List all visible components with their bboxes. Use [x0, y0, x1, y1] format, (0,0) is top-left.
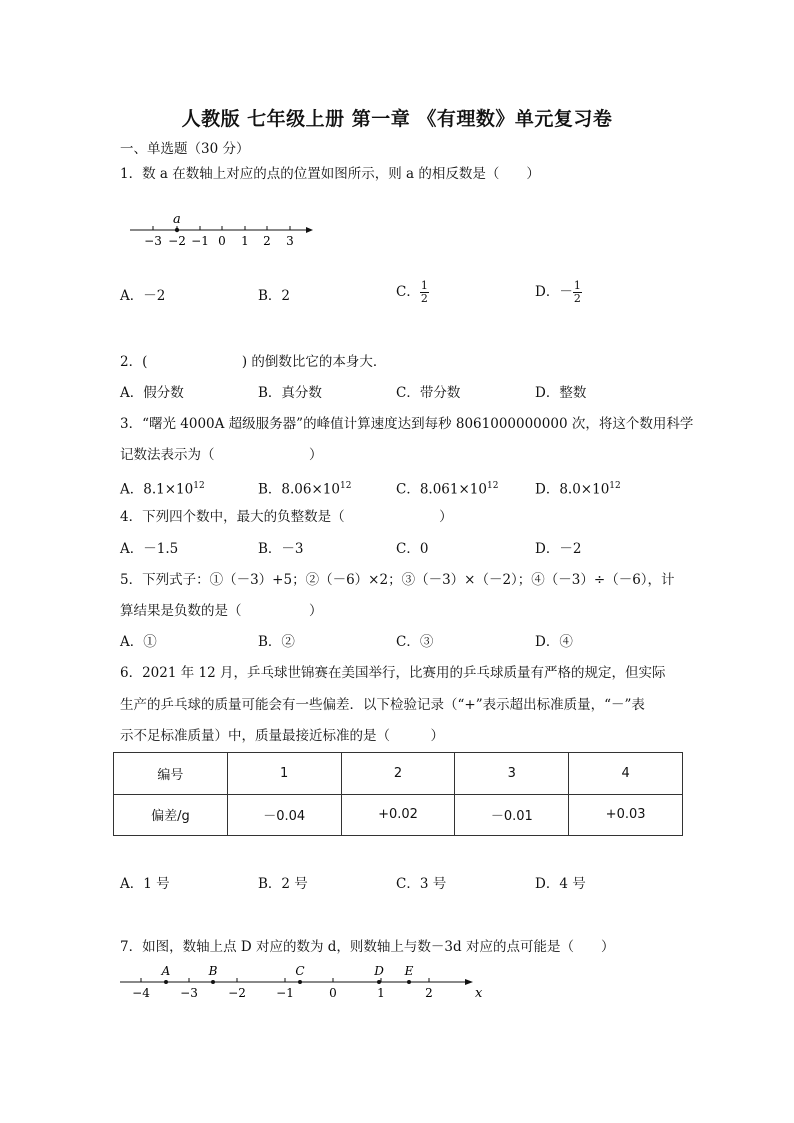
q3-option-a-label: A．8.1×10 [120, 481, 194, 498]
q1-axis-arrow-icon [306, 227, 313, 233]
table-cell: 1 [227, 753, 341, 795]
q1-option-a[interactable]: A．－2 [120, 288, 166, 304]
table-cell: 3 [455, 753, 569, 795]
q4-option-b[interactable]: B．－3 [258, 541, 304, 557]
q5-option-b[interactable]: B．② [258, 634, 295, 650]
q7-axis-label: x [475, 986, 483, 1001]
q1-point-label: a [173, 212, 181, 227]
question-6-text-line1: 6．2021 年 12 月，乒乓球世锦赛在美国举行，比赛用的乒乓球质量有严格的规定，但实际 [120, 665, 666, 681]
q7-tick-label: 0 [329, 986, 337, 1000]
q1-option-c[interactable] [396, 280, 429, 305]
fraction-denominator: 2 [420, 292, 428, 305]
question-3-text-line2: 记数法表示为（ ） [120, 447, 323, 463]
q3-option-d-label: D．8.0×10 [535, 481, 610, 498]
q7-point-label: D [374, 964, 384, 978]
table-row [114, 794, 683, 836]
q2-option-c[interactable]: C．带分数 [396, 385, 461, 401]
q1-tick-label: −2 [168, 234, 186, 248]
section-heading: 一、单选题（30 分） [120, 141, 250, 157]
exponent: 12 [339, 481, 352, 491]
fraction-numerator: 1 [420, 279, 428, 292]
table-header-cell: 编号 [114, 753, 228, 795]
question-6-text-line2: 生产的乒乓球的质量可能会有一些偏差．以下检验记录（“+”表示超出标准质量，“－”表 [120, 697, 645, 713]
q7-point-a [164, 980, 168, 984]
q1-option-d-fraction [573, 280, 582, 305]
q4-option-c[interactable]: C．0 [396, 541, 429, 557]
q7-tick-label: −1 [276, 986, 294, 1000]
q7-axis-arrow-icon [465, 979, 473, 985]
table-cell: +0.02 [341, 794, 455, 836]
q1-option-d[interactable] [535, 280, 582, 305]
q6-option-c[interactable]: C．3 号 [396, 876, 447, 892]
q4-option-d[interactable]: D．－2 [535, 541, 582, 557]
q1-point-a [175, 228, 179, 232]
deviation-table [113, 752, 683, 836]
table-header-cell: 偏差/g [114, 794, 228, 836]
q7-point-label: A [161, 964, 171, 978]
q3-option-b-label: B．8.06×10 [258, 481, 340, 498]
q6-option-b[interactable]: B．2 号 [258, 876, 308, 892]
q7-tick-label: 1 [377, 986, 385, 1000]
q1-tick-label: 1 [241, 234, 249, 248]
q7-tick-label: −4 [132, 986, 150, 1000]
q1-tick-label: 3 [286, 234, 294, 248]
question-7-text: 7．如图，数轴上点 D 对应的数为 d，则数轴上与数－3d 对应的点可能是（ ） [120, 939, 615, 955]
q7-point-label: B [208, 964, 218, 978]
page-title: 人教版 七年级上册 第一章 《有理数》单元复习卷 [181, 108, 613, 130]
table-cell: 2 [341, 753, 455, 795]
q1-option-c-label: C． [396, 284, 420, 300]
q5-option-a[interactable]: A．① [120, 634, 157, 650]
q1-number-line [120, 205, 320, 250]
q2-option-a[interactable]: A．假分数 [120, 385, 184, 401]
table-cell: 4 [569, 753, 683, 795]
q7-point-d [377, 980, 381, 984]
exponent: 12 [193, 481, 205, 491]
q4-option-a[interactable]: A．－1.5 [120, 541, 179, 557]
q1-tick-label: −3 [144, 234, 162, 248]
q1-option-c-fraction [420, 280, 429, 305]
fraction-denominator: 2 [573, 292, 581, 305]
q5-option-c[interactable]: C．③ [396, 634, 434, 650]
q3-option-b[interactable] [258, 476, 351, 500]
q1-option-d-label: D．－ [535, 284, 573, 300]
q2-option-d[interactable]: D．整数 [535, 385, 587, 401]
q7-point-c [298, 980, 302, 984]
q3-option-a[interactable] [120, 476, 205, 500]
q6-option-a[interactable]: A．1 号 [120, 876, 170, 892]
question-1-text: 1．数 a 在数轴上对应的点的位置如图所示，则 a 的相反数是（ ） [120, 166, 540, 182]
question-3-text-line1: 3．“曙光 4000A 超级服务器”的峰值计算速度达到每秒 8061000000000 次，将这个数用科学 [120, 416, 694, 432]
q7-tick-label: −2 [228, 986, 246, 1000]
q7-point-b [211, 980, 215, 984]
exponent: 12 [486, 481, 499, 491]
q3-option-c-label: C．8.061×10 [396, 481, 487, 498]
question-2-text: 2．( ) 的倒数比它的本身大． [120, 354, 387, 370]
question-6-text-line3: 示不足标准质量）中，质量最接近标准的是（ ） [120, 728, 444, 744]
q7-point-label: C [295, 964, 305, 978]
table-cell: －0.01 [455, 794, 569, 836]
q7-number-line [115, 960, 495, 1005]
question-4-text: 4．下列四个数中，最大的负整数是（ ） [120, 509, 453, 525]
q1-option-b[interactable]: B．2 [258, 288, 291, 304]
q5-option-d[interactable]: D．④ [535, 634, 573, 650]
q3-option-c[interactable] [396, 476, 498, 500]
q1-tick-label: 2 [263, 234, 271, 248]
q1-tick-label: 0 [218, 234, 226, 248]
exponent: 12 [609, 481, 621, 491]
question-5-text-line1: 5．下列式子：①（－3）+5；②（－6）×2；③（－3）×（－2）；④（－3）÷（－6），计 [120, 572, 675, 588]
table-cell: －0.04 [227, 794, 341, 836]
q2-option-b[interactable]: B．真分数 [258, 385, 322, 401]
q1-tick-label: −1 [191, 234, 209, 248]
q7-tick-label: 2 [425, 986, 433, 1000]
fraction-numerator: 1 [573, 279, 581, 292]
q7-point-e [407, 980, 411, 984]
table-cell: +0.03 [569, 794, 683, 836]
q6-option-d[interactable]: D．4 号 [535, 876, 586, 892]
q7-point-label: E [404, 964, 414, 978]
q7-tick-label: −3 [180, 986, 198, 1000]
question-5-text-line2: 算结果是负数的是（ ） [120, 603, 323, 619]
table-row [114, 753, 683, 795]
q3-option-d[interactable] [535, 476, 621, 500]
